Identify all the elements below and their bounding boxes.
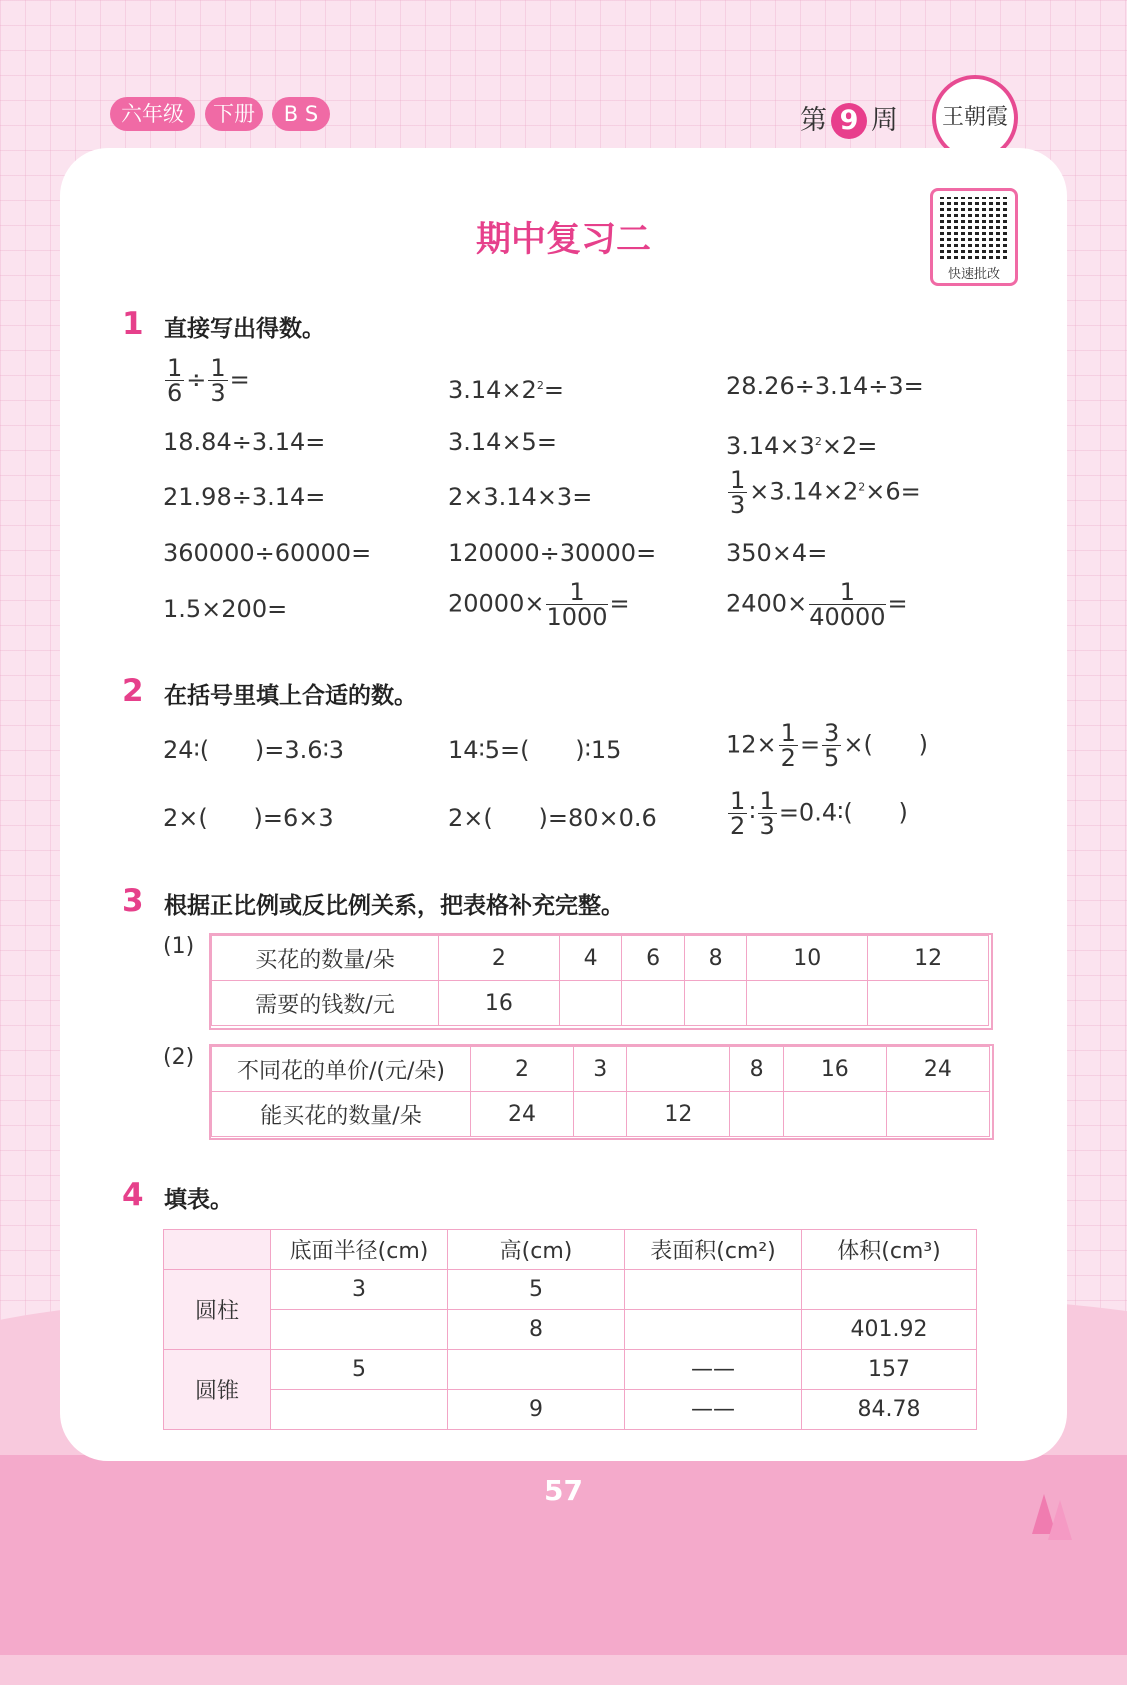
answer-cell[interactable] (574, 1092, 627, 1137)
answer-cell[interactable] (625, 1270, 802, 1310)
math-expression: 3.14×5= (448, 428, 557, 456)
math-expression: 21.98÷3.14= (163, 483, 326, 511)
row-header-cone: 圆锥 (164, 1350, 271, 1430)
answer-cell[interactable] (627, 1047, 730, 1092)
table-cell: 157 (802, 1350, 977, 1390)
table-cell: —— (625, 1350, 802, 1390)
qr-code-icon (940, 197, 1008, 259)
table-cell: 9 (448, 1390, 625, 1430)
answer-cell[interactable] (747, 981, 868, 1026)
math-expression: 18.84÷3.14= (163, 428, 326, 456)
math-expression: 2×( )=6×3 (163, 804, 334, 832)
answer-cell[interactable] (868, 981, 989, 1026)
answer-cell[interactable] (271, 1390, 448, 1430)
page-number: 57 (544, 1474, 583, 1507)
qr-code[interactable] (930, 188, 1018, 286)
math-expression: 24∶( )=3.6∶3 (163, 736, 345, 764)
question-text: 填表。 (164, 1187, 233, 1213)
table-cell: 8 (730, 1047, 783, 1092)
answer-cell[interactable] (559, 981, 622, 1026)
table-cell: 2 (471, 1047, 574, 1092)
table-cell: —— (625, 1390, 802, 1430)
table-cell: 2 (439, 936, 560, 981)
question-text: 根据正比例或反比例关系，把表格补充完整。 (164, 893, 624, 919)
answer-cell[interactable] (783, 1092, 886, 1137)
table-cell: 5 (448, 1270, 625, 1310)
row-header: 不同花的单价/(元/朵) (212, 1047, 471, 1092)
math-expression: 28.26÷3.14÷3= (726, 372, 924, 400)
question-number: 1 (122, 306, 144, 342)
answer-cell[interactable] (625, 1310, 802, 1350)
row-header: 能买花的数量/朵 (212, 1092, 471, 1137)
table-cell: 3 (271, 1270, 448, 1310)
week-number: 9 (831, 103, 867, 139)
math-expression: 2400× $\frac{1}{40000}$ = (726, 578, 908, 631)
table-cell: 8 (684, 936, 747, 981)
grade-badge: 六年级 (110, 97, 195, 131)
answer-cell[interactable] (622, 981, 685, 1026)
question-text: 在括号里填上合适的数。 (164, 683, 417, 709)
solid-figures-table (163, 1229, 977, 1430)
math-expression: 12× $\frac{1}{2}$ = $\frac{3}{5}$ ×( ) (726, 719, 928, 772)
subquestion-label: (2) (163, 1045, 195, 1070)
table-cell: 401.92 (802, 1310, 977, 1350)
brand-logo: 王朝霞 (932, 75, 1018, 161)
header-cell: 表面积(cm²) (625, 1230, 802, 1270)
math-expression: $3.14\times 3^2\times 2=$ (726, 432, 878, 460)
question-number: 2 (122, 673, 144, 709)
answer-cell[interactable] (802, 1270, 977, 1310)
header-cell: 高(cm) (448, 1230, 625, 1270)
question-text: 直接写出得数。 (164, 316, 325, 342)
qr-label: 快速批改 (947, 267, 1000, 282)
table-cell: 84.78 (802, 1390, 977, 1430)
math-expression: 14∶5=( )∶15 (448, 736, 622, 764)
row-header: 买花的数量/朵 (212, 936, 439, 981)
math-expression: 350×4= (726, 539, 828, 567)
answer-cell[interactable] (684, 981, 747, 1026)
math-expression: $3.14\times 2^2=$ (448, 376, 564, 404)
math-expression: $\frac{1}{3}$ $\times 3.14\times 2^2\times 6=$ (730, 466, 921, 519)
math-expression: $\frac{1}{2}$ ∶ $\frac{1}{3}$ =0.4∶( ) (730, 787, 908, 840)
math-expression: 20000× $\frac{1}{1000}$ = (448, 578, 630, 631)
table-cell: 8 (448, 1310, 625, 1350)
math-expression: 120000÷30000= (448, 539, 657, 567)
table-cell: 24 (471, 1092, 574, 1137)
math-expression: 2×3.14×3= (448, 483, 593, 511)
table-cell: 16 (783, 1047, 886, 1092)
table-cell: 10 (747, 936, 868, 981)
table-cell: 16 (439, 981, 560, 1026)
question-number: 3 (122, 883, 144, 919)
table-cell: 3 (574, 1047, 627, 1092)
math-expression: 1.5×200= (163, 595, 288, 623)
proportion-table-2 (211, 1046, 990, 1137)
week-label: 第 9 周 (800, 98, 898, 139)
table-cell: 5 (271, 1350, 448, 1390)
math-expression: 2×( )=80×0.6 (448, 804, 657, 832)
page-title: 期中复习二 (475, 220, 651, 260)
subquestion-label: (1) (163, 934, 195, 959)
table-cell: 12 (627, 1092, 730, 1137)
row-header-cylinder: 圆柱 (164, 1270, 271, 1350)
decorative-arrow-icon (1048, 1500, 1072, 1540)
header-cell: 底面半径(cm) (271, 1230, 448, 1270)
answer-cell[interactable] (448, 1350, 625, 1390)
answer-cell[interactable] (886, 1092, 989, 1137)
table-cell: 4 (559, 936, 622, 981)
header-cell: 体积(cm³) (802, 1230, 977, 1270)
row-header: 需要的钱数/元 (212, 981, 439, 1026)
table-cell: 6 (622, 936, 685, 981)
math-expression: 360000÷60000= (163, 539, 372, 567)
answer-cell[interactable] (730, 1092, 783, 1137)
question-number: 4 (122, 1177, 144, 1213)
answer-cell[interactable] (271, 1310, 448, 1350)
proportion-table-1 (211, 935, 989, 1026)
edition-badge: B S (272, 97, 330, 131)
table-cell: 24 (886, 1047, 989, 1092)
table-cell: 12 (868, 936, 989, 981)
volume-badge: 下册 (205, 97, 263, 131)
header-cell (164, 1230, 271, 1270)
math-expression: $\frac{1}{6}$ ÷ $\frac{1}{3}$ = (167, 354, 250, 407)
